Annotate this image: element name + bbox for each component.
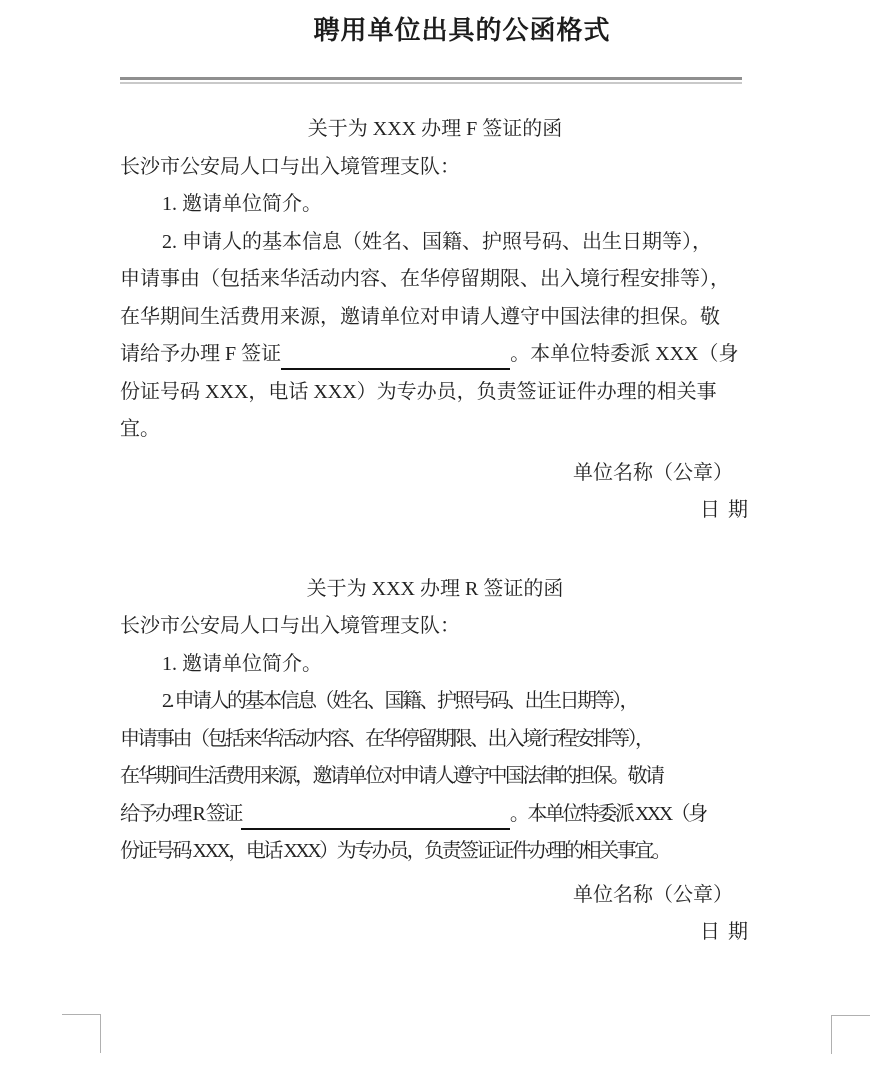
blank-suffix: 。本单位特委派 XXX（身 [509, 802, 706, 825]
crop-mark-bottom-left-vertical [100, 1014, 101, 1053]
paragraph-line: 份证号码 XXX，电话 XXX）为专办员，负责签证证件办理的相关事宜。 [120, 380, 717, 440]
paragraph-line: 份证号码 XXX，电话 XXX）为专办员，负责签证证件办理的相关事宜。 [120, 840, 670, 862]
letter-f-visa [120, 111, 756, 530]
letter-title: 关于为 XXX 办理 R 签证的函 [306, 577, 564, 600]
salutation: 长沙市公安局人口与出入境管理支队： [120, 615, 460, 637]
signature-line: 单位名称（公章） [573, 461, 733, 484]
signature-line: 单位名称（公章） [573, 883, 733, 906]
paragraph-line: 2. 申请人的基本信息（姓名、国籍、护照号码、出生日期等）， [162, 230, 712, 253]
paragraph-line-with-blank [120, 796, 750, 834]
title-divider [120, 77, 742, 84]
letter-r-visa [120, 571, 756, 952]
blank-prefix: 给予办理 R 签证 [120, 802, 241, 825]
list-item-1: 1. 邀请单位简介。 [162, 193, 322, 215]
blank-prefix: 请给予办理 F 签证 [120, 343, 282, 365]
date-line: 日期 [700, 499, 756, 521]
salutation: 长沙市公安局人口与出入境管理支队： [120, 155, 460, 178]
divider-light-line [120, 82, 742, 84]
crop-mark-bottom-left-horizontal [62, 1014, 101, 1015]
paragraph-line-with-blank [120, 336, 750, 374]
crop-mark-bottom-right-vertical [831, 1015, 832, 1054]
paragraph-line: 2. 申请人的基本信息（姓名、国籍、护照号码、出生日期等）， [162, 690, 637, 712]
closing-block [120, 455, 756, 530]
blank-suffix: 。本单位特委派 XXX（身 [510, 343, 739, 365]
paragraph-line: 在华期间生活费用来源，邀请单位对申请人遵守中国法律的担保。敬请 [120, 765, 663, 787]
closing-block [120, 877, 756, 952]
fill-in-blank-underline [281, 368, 510, 370]
paragraph-line: 申请事由（包括来华活动内容、在华停留期限、出入境行程安排等）， [120, 727, 653, 750]
paragraph-line: 在华期间生活费用来源，邀请单位对申请人遵守中国法律的担保。敬 [120, 305, 720, 328]
date-line: 日期 [700, 921, 756, 943]
fill-in-blank-underline [241, 828, 510, 830]
paragraph-line: 申请事由（包括来华活动内容、在华停留期限、出入境行程安排等）， [120, 268, 730, 290]
document-title: 聘用单位出具的公函格式 [313, 15, 611, 45]
letter-title: 关于为 XXX 办理 F 签证的函 [307, 118, 563, 140]
list-item-1: 1. 邀请单位简介。 [162, 652, 322, 675]
crop-mark-bottom-right-horizontal [831, 1015, 870, 1016]
